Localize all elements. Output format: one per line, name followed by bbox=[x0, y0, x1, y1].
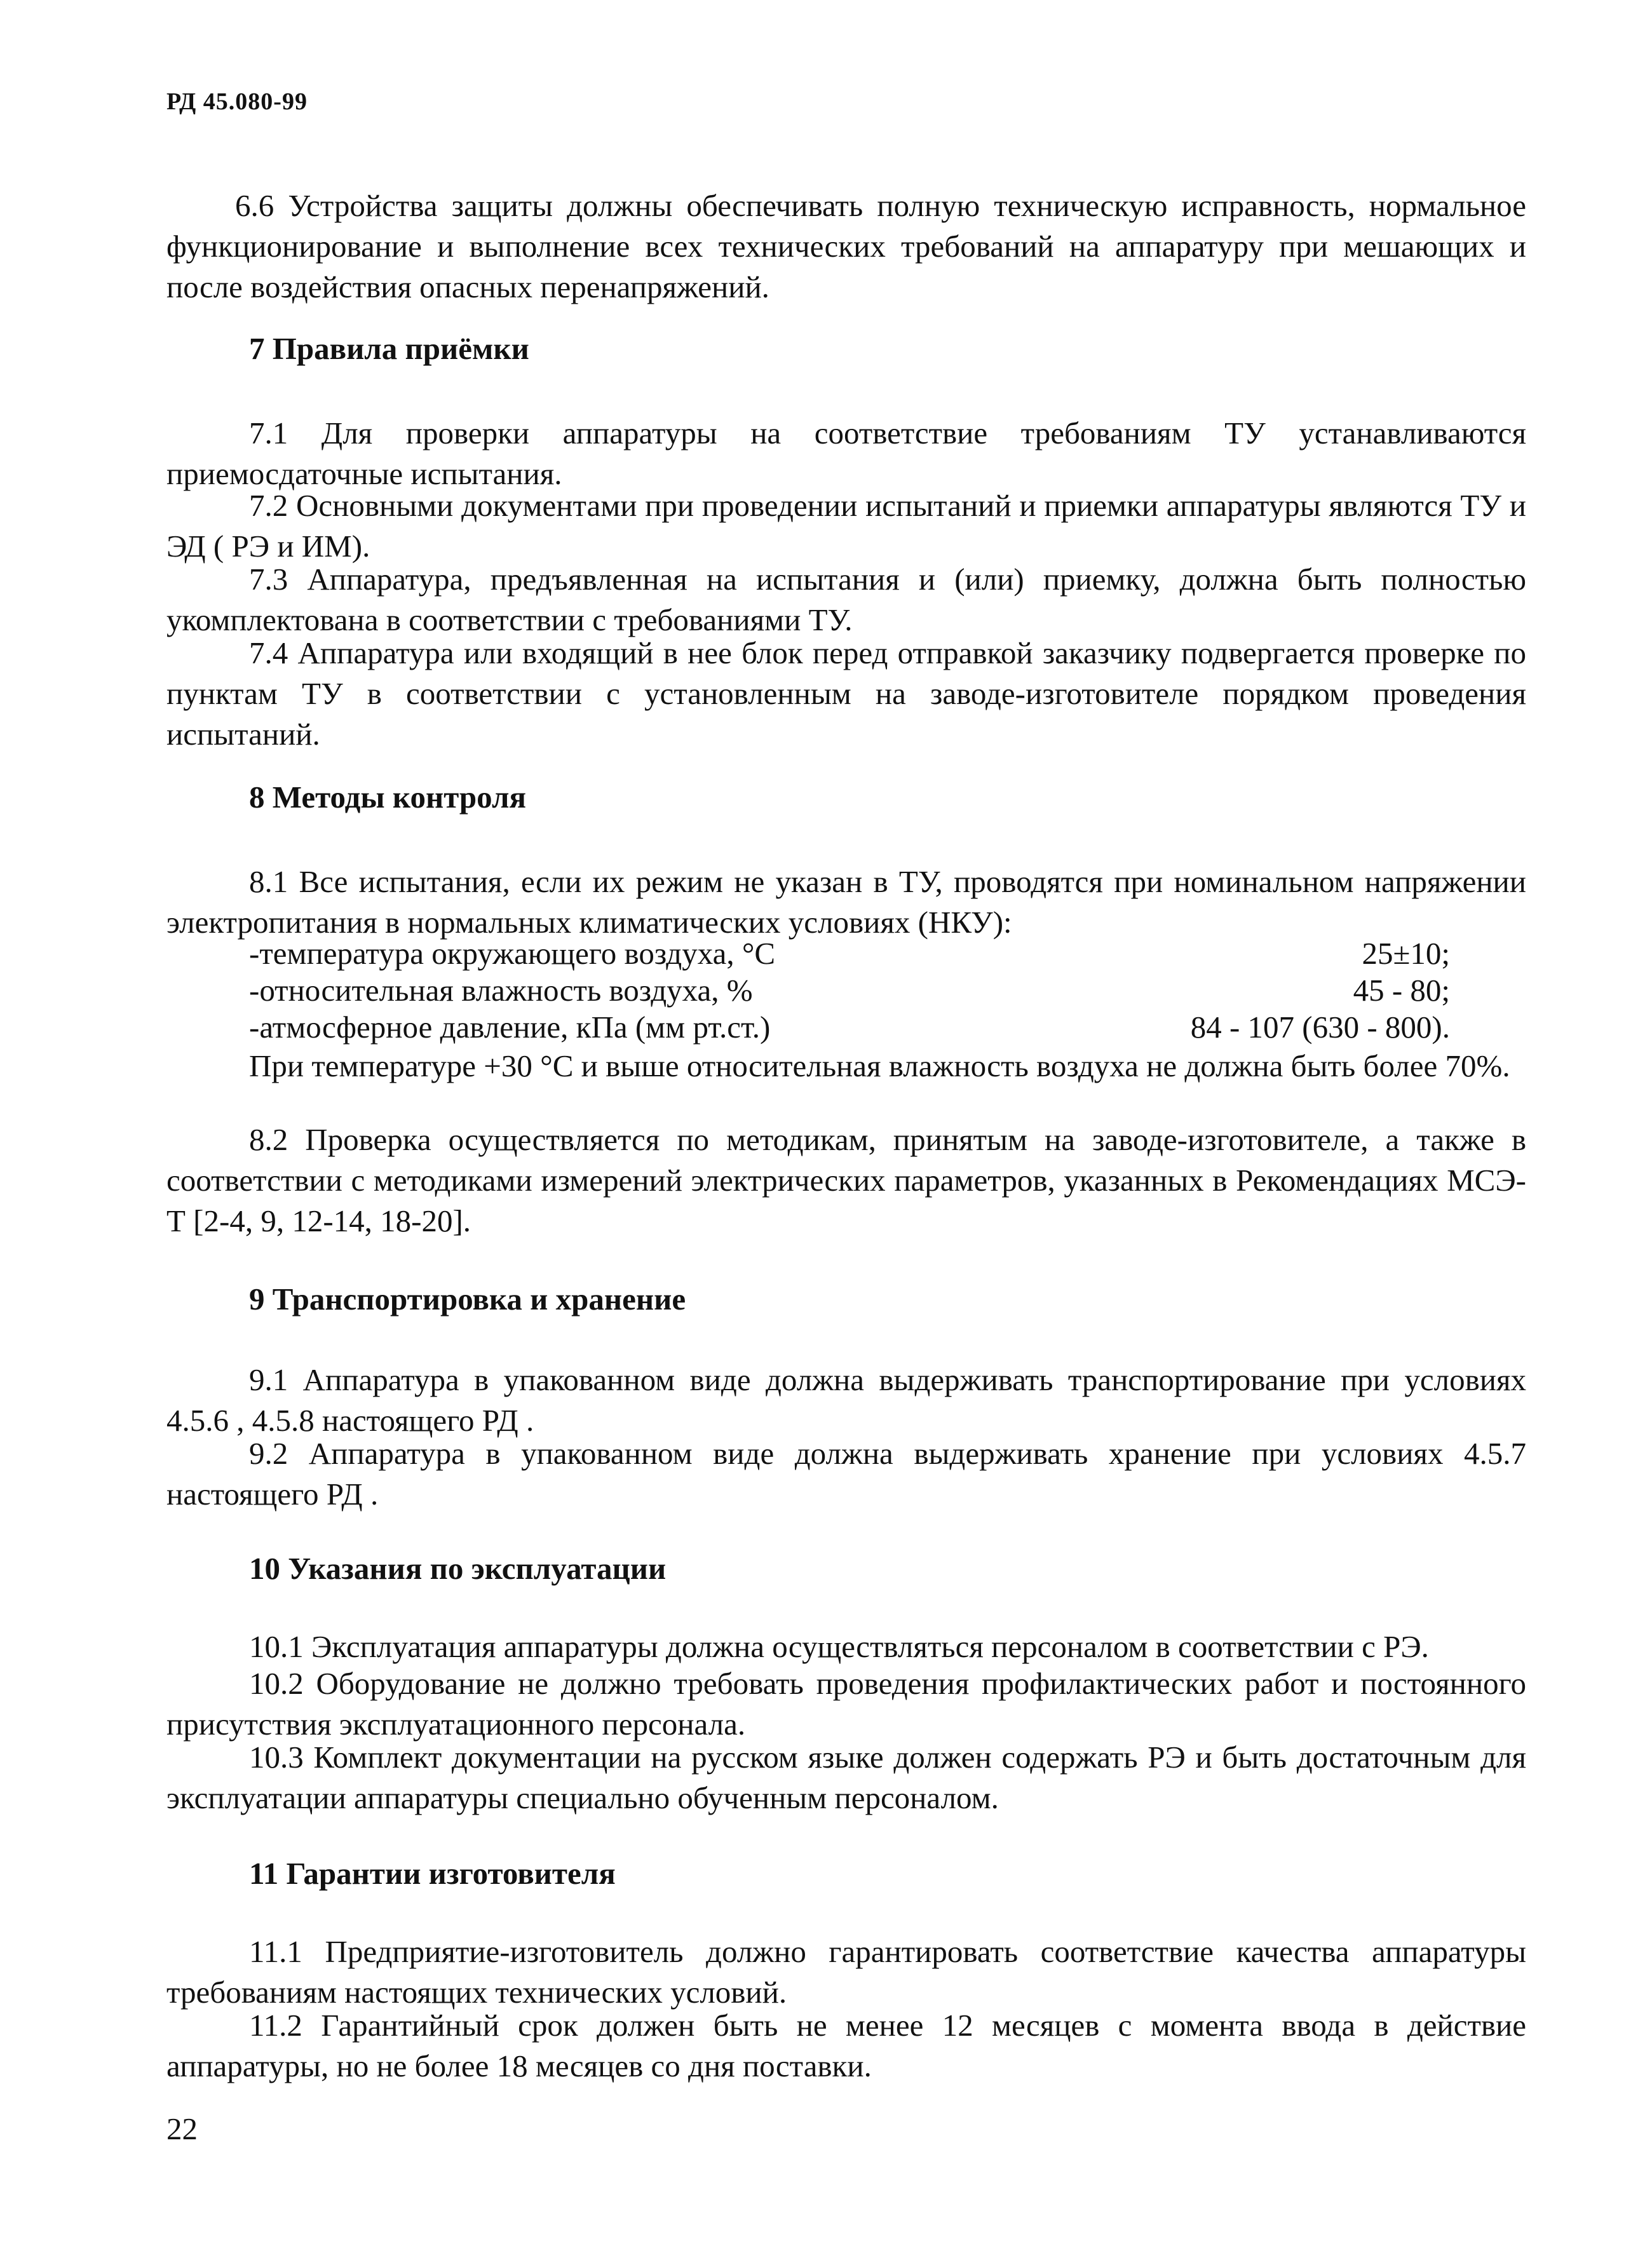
condition-row-temperature bbox=[249, 935, 1450, 976]
section-heading-8: 8 Методы контроля bbox=[249, 780, 526, 815]
condition-value: 45 - 80; bbox=[1353, 973, 1450, 1008]
page-number: 22 bbox=[166, 2111, 198, 2146]
paragraph-8-1: 8.1 Все испытания, если их режим не указан в ТУ, проводятся при номинальном напряжении электропитания в нормальных климатических условиях (НКУ): bbox=[166, 864, 1526, 940]
paragraph-7-2: 7.2 Основными документами при проведении испытаний и приемки аппаратуры являются ТУ и ЭД ( РЭ и ИМ). bbox=[166, 488, 1526, 564]
paragraph-6-6: 6.6 Устройства защиты должны обеспечивать полную техническую исправность, нормальное функционирование и выполнение всех технических требований на аппаратуру при мешающих и после воздействия опасных перенапряжений. bbox=[166, 188, 1526, 304]
paragraph-7-4: 7.4 Аппаратура или входящий в нее блок перед отправкой заказчику подвергается проверке по пунктам ТУ в соответствии с установленным на заводе-изготовителе порядком проведения испытаний. bbox=[166, 635, 1526, 752]
condition-value: 84 - 107 (630 - 800). bbox=[1190, 1010, 1450, 1045]
section-heading-11: 11 Гарантии изготовителя bbox=[249, 1856, 616, 1891]
document-header: РД 45.080-99 bbox=[166, 88, 308, 115]
section-heading-10: 10 Указания по эксплуатации bbox=[249, 1551, 667, 1586]
paragraph-8-2: 8.2 Проверка осуществляется по методикам, принятым на заводе-изготовителе, а также в соответствии с методиками измерений электрических параметров, указанных в Рекомендациях МСЭ-Т [2-4, 9, 12-14, 18-20]. bbox=[166, 1122, 1526, 1238]
condition-label: -атмосферное давление, кПа (мм рт.ст.) bbox=[249, 1010, 771, 1045]
condition-label: -температура окружающего воздуха, °С bbox=[249, 936, 776, 971]
condition-row-humidity bbox=[249, 972, 1450, 1013]
paragraph-8-1-note: При температуре +30 °С и выше относительная влажность воздуха не должна быть более 70%. bbox=[249, 1048, 1510, 1083]
section-heading-9: 9 Транспортировка и хранение bbox=[249, 1282, 686, 1316]
paragraph-9-2: 9.2 Аппаратура в упакованном виде должна выдерживать хранение при условиях 4.5.7 настоящего РД . bbox=[166, 1436, 1526, 1512]
paragraph-7-1: 7.1 Для проверки аппаратуры на соответствие требованиям ТУ устанавливаются приемосдаточные испытания. bbox=[166, 416, 1526, 491]
paragraph-10-2: 10.2 Оборудование не должно требовать проведения профилактических работ и постоянного присутствия эксплуатационного персонала. bbox=[166, 1666, 1526, 1742]
paragraph-11-1: 11.1 Предприятие-изготовитель должно гарантировать соответствие качества аппаратуры требованиям настоящих технических условий. bbox=[166, 1934, 1526, 2010]
paragraph-10-1: 10.1 Эксплуатация аппаратуры должна осуществляться персоналом в соответствии с РЭ. bbox=[249, 1629, 1429, 1664]
condition-row-pressure bbox=[249, 1009, 1450, 1050]
paragraph-9-1: 9.1 Аппаратура в упакованном виде должна выдерживать транспортирование при условиях 4.5.6 , 4.5.8 настоящего РД . bbox=[166, 1362, 1526, 1438]
section-heading-7: 7 Правила приёмки bbox=[249, 331, 529, 366]
paragraph-10-3: 10.3 Комплект документации на русском языке должен содержать РЭ и быть достаточным для эксплуатации аппаратуры специально обученным персоналом. bbox=[166, 1740, 1526, 1815]
condition-value: 25±10; bbox=[1362, 936, 1450, 971]
paragraph-7-3: 7.3 Аппаратура, предъявленная на испытания и (или) приемку, должна быть полностью укомплектована в соответствии с требованиями ТУ. bbox=[166, 562, 1526, 637]
paragraph-11-2: 11.2 Гарантийный срок должен быть не менее 12 месяцев с момента ввода в действие аппаратуры, но не более 18 месяцев со дня поставки. bbox=[166, 2008, 1526, 2083]
condition-label: -относительная влажность воздуха, % bbox=[249, 973, 753, 1008]
